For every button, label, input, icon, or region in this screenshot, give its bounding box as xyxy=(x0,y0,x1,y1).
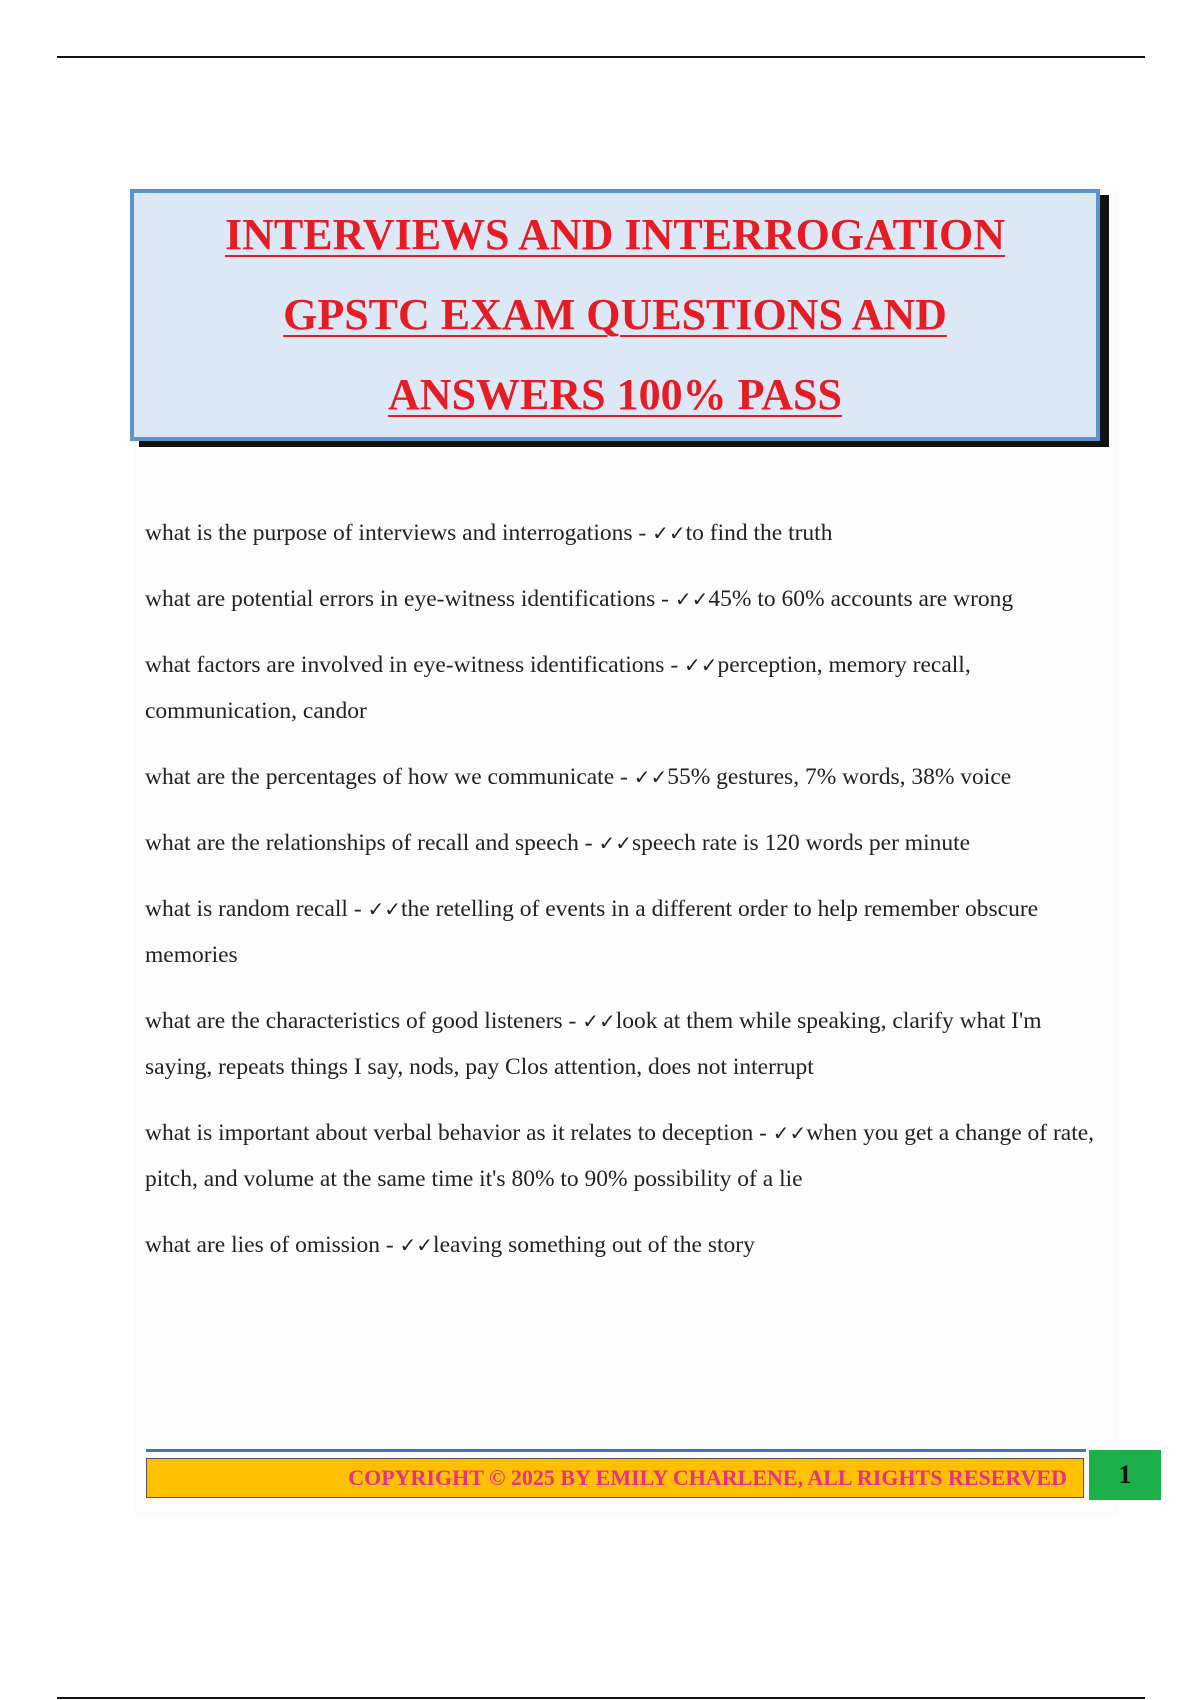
title-line-1: INTERVIEWS AND INTERROGATION xyxy=(224,210,1005,259)
answer-text: 45% to 60% accounts are wrong xyxy=(708,586,1014,612)
copyright-footer xyxy=(146,1458,1084,1498)
title-line-2: GPSTC EXAM QUESTIONS AND xyxy=(283,290,947,339)
qa-item xyxy=(145,886,1105,978)
qa-item xyxy=(145,754,1105,800)
answer-text: to find the truth xyxy=(685,520,833,546)
answer-text: 55% gestures, 7% words, 38% voice xyxy=(667,764,1012,790)
answer-text: the retelling of events in a different order to help remember obscure memories xyxy=(145,896,1039,968)
double-check-icon: ✓✓ xyxy=(598,831,633,855)
double-check-icon: ✓✓ xyxy=(582,1009,616,1033)
double-check-icon: ✓✓ xyxy=(399,1233,434,1257)
qa-item xyxy=(145,1222,1105,1268)
qa-item xyxy=(145,998,1105,1090)
question-text: what is the purpose of interviews and interrogations - xyxy=(145,520,653,546)
qa-item xyxy=(145,1110,1105,1202)
title-box xyxy=(130,189,1100,441)
copyright-text: COPYRIGHT © 2025 BY EMILY CHARLENE, ALL RIGHTS RESERVED xyxy=(348,1465,1067,1490)
qa-item xyxy=(145,820,1105,866)
double-check-icon: ✓✓ xyxy=(652,521,686,545)
top-rule xyxy=(57,56,1145,58)
question-text: what factors are involved in eye-witness identifications - xyxy=(145,652,685,678)
question-text: what are lies of omission - xyxy=(145,1232,400,1258)
qa-item xyxy=(145,576,1105,622)
question-text: what are the percentages of how we communicate - xyxy=(145,764,634,790)
double-check-icon: ✓✓ xyxy=(772,1121,807,1145)
answer-text: perception, memory recall, communication, candor xyxy=(145,652,971,724)
answer-text: speech rate is 120 words per minute xyxy=(632,830,971,856)
bottom-rule xyxy=(57,1697,1145,1699)
double-check-icon: ✓✓ xyxy=(684,653,718,677)
footer-rule xyxy=(146,1449,1086,1452)
double-check-icon: ✓✓ xyxy=(633,765,668,789)
answer-text: look at them while speaking, clarify what I'm saying, repeats things I say, nods, pay Clos attention, does not interrupt xyxy=(145,1008,1042,1080)
question-text: what are the relationships of recall and speech - xyxy=(145,830,599,856)
double-check-icon: ✓✓ xyxy=(674,587,709,611)
question-text: what is important about verbal behavior as it relates to deception - xyxy=(145,1120,773,1146)
page-number-badge xyxy=(1089,1450,1161,1500)
double-check-icon: ✓✓ xyxy=(367,897,402,921)
question-text: what are potential errors in eye-witness identifications - xyxy=(145,586,675,612)
question-text: what are the characteristics of good listeners - xyxy=(145,1008,583,1034)
qa-list xyxy=(145,510,1105,1288)
question-text: what is random recall - xyxy=(145,896,368,922)
page-number: 1 xyxy=(1118,1460,1132,1489)
qa-item xyxy=(145,510,1105,556)
title-line-3: ANSWERS 100% PASS xyxy=(388,370,842,419)
qa-item xyxy=(145,642,1105,734)
answer-text: when you get a change of rate, pitch, and volume at the same time it's 80% to 90% possibility of a lie xyxy=(145,1120,1095,1192)
answer-text: leaving something out of the story xyxy=(433,1232,755,1258)
